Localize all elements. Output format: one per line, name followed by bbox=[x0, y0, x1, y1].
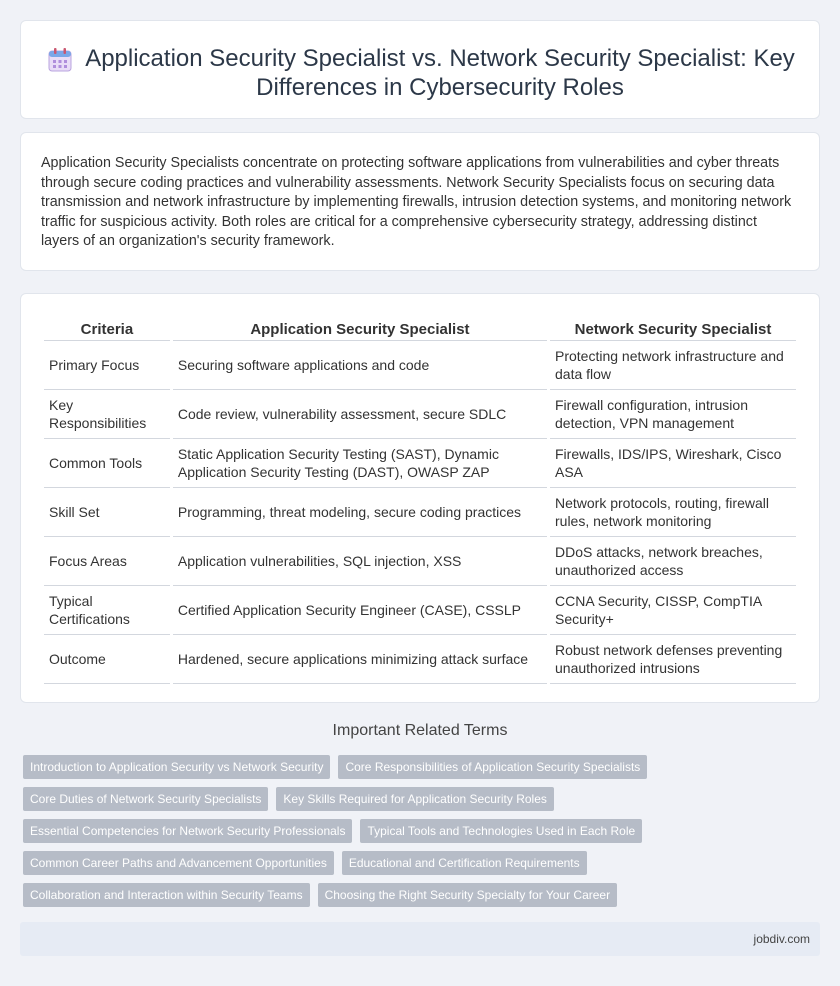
application-cell: Hardened, secure applications minimizing attack surface bbox=[173, 635, 547, 684]
related-terms-heading: Important Related Terms bbox=[332, 722, 508, 739]
related-term-link[interactable]: Key Skills Required for Application Security Roles bbox=[276, 787, 553, 811]
related-term-link[interactable]: Common Career Paths and Advancement Opportunities bbox=[23, 851, 334, 875]
application-cell: Code review, vulnerability assessment, secure SDLC bbox=[173, 390, 547, 439]
table-row bbox=[44, 537, 796, 586]
related-term-link[interactable]: Typical Tools and Technologies Used in Each Role bbox=[360, 819, 642, 843]
footer bbox=[20, 922, 820, 956]
related-terms-list bbox=[23, 755, 823, 915]
related-term-link[interactable]: Introduction to Application Security vs Network Security bbox=[23, 755, 330, 779]
related-term-link[interactable]: Core Duties of Network Security Specialists bbox=[23, 787, 268, 811]
header-network-security: Network Security Specialist bbox=[550, 314, 796, 341]
footer-site-link[interactable]: jobdiv.com bbox=[753, 932, 810, 946]
criteria-cell: Skill Set bbox=[44, 488, 170, 537]
related-term-link[interactable]: Choosing the Right Security Specialty for Your Career bbox=[318, 883, 618, 907]
calendar-icon bbox=[47, 47, 73, 73]
criteria-cell: Primary Focus bbox=[44, 341, 170, 390]
table-row bbox=[44, 635, 796, 684]
page-title: Application Security Specialist vs. Network Security Specialist: Key Differences in Cybersecurity Roles bbox=[85, 45, 795, 101]
network-cell: DDoS attacks, network breaches, unauthorized access bbox=[550, 537, 796, 586]
intro-paragraph: Application Security Specialists concentrate on protecting software applications from vulnerabilities and cyber threats through secure coding practices and vulnerability assessments. Network Security Specialists focus on securing data transmission and network infrastructure by implementing firewalls, intrusion detection systems, and monitoring network traffic for suspicious activity. Both roles are critical for a comprehensive cybersecurity strategy, addressing distinct layers of an organization's security framework. bbox=[41, 155, 792, 249]
table-row bbox=[44, 488, 796, 537]
intro-card bbox=[20, 132, 820, 271]
comparison-table bbox=[41, 314, 799, 684]
network-cell: Network protocols, routing, firewall rules, network monitoring bbox=[550, 488, 796, 537]
criteria-cell: Focus Areas bbox=[44, 537, 170, 586]
application-cell: Application vulnerabilities, SQL injection, XSS bbox=[173, 537, 547, 586]
table-row bbox=[44, 390, 796, 439]
criteria-cell: Key Responsibilities bbox=[44, 390, 170, 439]
network-cell: Firewalls, IDS/IPS, Wireshark, Cisco ASA bbox=[550, 439, 796, 488]
table-row bbox=[44, 439, 796, 488]
network-cell: Firewall configuration, intrusion detection, VPN management bbox=[550, 390, 796, 439]
related-term-link[interactable]: Educational and Certification Requirements bbox=[342, 851, 587, 875]
table-header-row bbox=[44, 314, 796, 341]
comparison-card bbox=[20, 293, 820, 703]
application-cell: Programming, threat modeling, secure coding practices bbox=[173, 488, 547, 537]
header-criteria: Criteria bbox=[44, 314, 170, 341]
criteria-cell: Typical Certifications bbox=[44, 586, 170, 635]
criteria-cell: Common Tools bbox=[44, 439, 170, 488]
network-cell: CCNA Security, CISSP, CompTIA Security+ bbox=[550, 586, 796, 635]
table-row bbox=[44, 341, 796, 390]
related-term-link[interactable]: Essential Competencies for Network Security Professionals bbox=[23, 819, 352, 843]
network-cell: Protecting network infrastructure and data flow bbox=[550, 341, 796, 390]
application-cell: Securing software applications and code bbox=[173, 341, 547, 390]
application-cell: Static Application Security Testing (SAST), Dynamic Application Security Testing (DAST), OWASP ZAP bbox=[173, 439, 547, 488]
related-term-link[interactable]: Core Responsibilities of Application Security Specialists bbox=[338, 755, 647, 779]
criteria-cell: Outcome bbox=[44, 635, 170, 684]
table-row bbox=[44, 586, 796, 635]
application-cell: Certified Application Security Engineer (CASE), CSSLP bbox=[173, 586, 547, 635]
related-term-link[interactable]: Collaboration and Interaction within Security Teams bbox=[23, 883, 310, 907]
network-cell: Robust network defenses preventing unauthorized intrusions bbox=[550, 635, 796, 684]
header-application-security: Application Security Specialist bbox=[173, 314, 547, 341]
title-card bbox=[20, 20, 820, 119]
